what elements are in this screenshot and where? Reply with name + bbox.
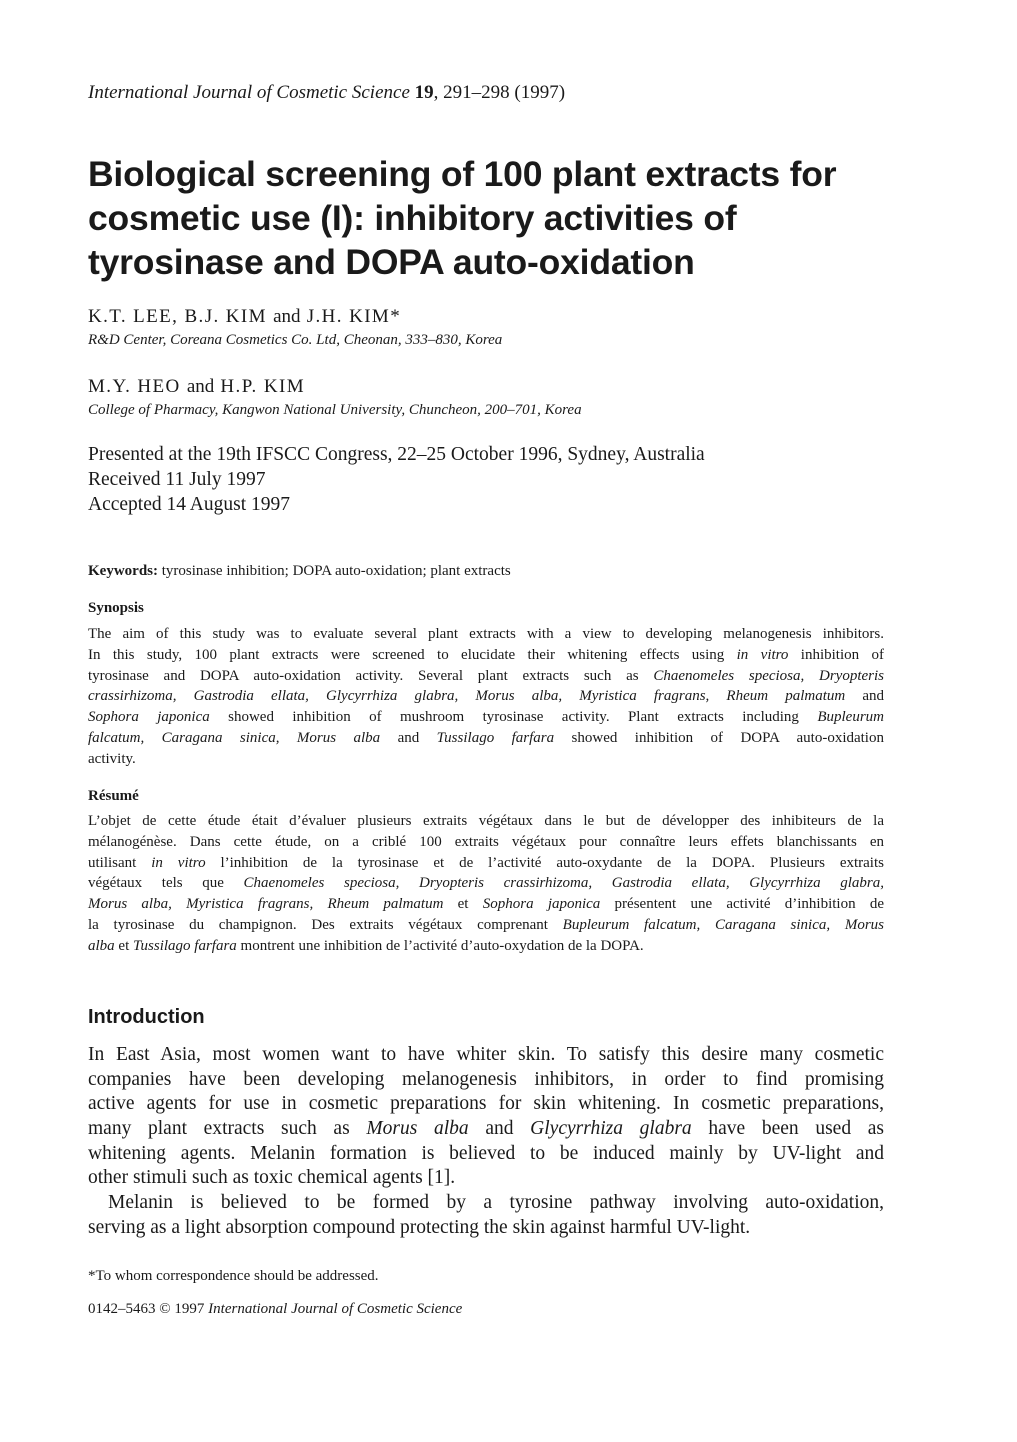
text-line [88, 686, 884, 707]
text-run: and [845, 688, 884, 705]
text-line [88, 1068, 884, 1093]
italic-text: Sophora japonica [482, 896, 601, 913]
correspondence-footnote: *To whom correspondence should be addressed. [88, 1268, 379, 1284]
text-run: L’objet de cette étude était d’évaluer plusieurs extraits végétaux dans le but de développer des inhibiteurs de la [88, 813, 884, 829]
synopsis-heading: Synopsis [88, 600, 144, 616]
text-line [88, 666, 884, 687]
accepted-date: Accepted 14 August 1997 [88, 494, 291, 515]
author-conjunction: and [273, 306, 301, 327]
text-line [88, 624, 884, 645]
italic-text: crassirhizoma, Gastrodia ellata, Glycyrrhiza glabra, Morus alba, Myristica fragrans, Rheum palmatum [88, 688, 846, 705]
synopsis-text [88, 624, 884, 770]
text-run: showed inhibition of mushroom tyrosinase activity. Plant extracts including [209, 709, 818, 726]
copyright-journal: International Journal of Cosmetic Science [208, 1301, 463, 1317]
italic-text: Chaenomeles speciosa, Dryopteris [653, 667, 884, 684]
text-line [88, 873, 884, 894]
text-run: tyrosinase and DOPA auto-oxidation activity. Several plant extracts such as [88, 667, 654, 684]
text-run: inhibition of [788, 646, 884, 663]
author-list-2 [88, 376, 305, 398]
italic-text: falcatum, Caragana sinica, Morus alba [88, 729, 381, 746]
resume-heading: Résumé [88, 788, 139, 804]
affiliation-1: R&D Center, Coreana Cosmetics Co. Ltd, Cheonan, 333–830, Korea [88, 332, 503, 348]
text-run: and [468, 1118, 531, 1140]
text-run: In this study, 100 plant extracts were screened to elucidate their whitening effects using [88, 646, 737, 663]
text-line [88, 832, 884, 853]
text-line [88, 1191, 884, 1216]
text-line [88, 749, 884, 770]
italic-text: in vitro [736, 646, 789, 663]
text-line [88, 894, 884, 915]
article-title [88, 152, 884, 284]
text-line [88, 915, 884, 936]
copyright-symbol: © [159, 1301, 171, 1317]
italic-text: alba [88, 937, 115, 954]
italic-text: Chaenomeles speciosa, Dryopteris crassirhizoma, Gastrodia ellata, Glycyrrhiza glabra, [243, 875, 884, 892]
text-line [88, 811, 884, 832]
introduction-heading: Introduction [88, 1006, 205, 1028]
text-run: companies have been developing melanogenesis inhibitors, in order to find promising [88, 1068, 884, 1090]
text-run: et [443, 896, 483, 913]
presented-date: Presented at the 19th IFSCC Congress, 22–25 October 1996, Sydney, Australia [88, 444, 705, 465]
text-run: végétaux tels que [88, 875, 244, 892]
text-run: activity. [88, 750, 136, 767]
italic-text: in vitro [151, 854, 206, 871]
received-date: Received 11 July 1997 [88, 469, 266, 490]
text-line [88, 853, 884, 874]
journal-name: International Journal of Cosmetic Science [88, 82, 410, 103]
introduction-text [88, 1043, 884, 1241]
affiliation-2: College of Pharmacy, Kangwon National University, Chuncheon, 200–701, Korea [88, 402, 582, 418]
text-run: la tyrosinase du champignon. Des extraits végétaux comprenant [88, 916, 563, 933]
text-run: l’inhibition de la tyrosinase et de l’activité auto-oxydante de la DOPA. Plusieurs extraits [205, 854, 884, 871]
journal-volume: 19 [414, 82, 434, 103]
text-run: and [380, 729, 437, 746]
text-line [88, 1216, 884, 1241]
italic-text: Sophora japonica [88, 709, 210, 726]
text-run: other stimuli such as toxic chemical agents [1]. [88, 1167, 456, 1189]
text-line [88, 728, 884, 749]
text-line [88, 707, 884, 728]
text-line [88, 1117, 884, 1142]
author-list-1 [88, 306, 401, 328]
text-line [88, 936, 884, 957]
resume-text [88, 811, 884, 957]
author-names: M.Y. HEO [88, 376, 181, 397]
title-line: cosmetic use (I): inhibitory activities of [88, 198, 737, 238]
text-line [88, 1043, 884, 1068]
text-line [88, 1166, 884, 1191]
text-line [88, 1142, 884, 1167]
text-run: mélanogénèse. Dans cette étude, on a criblé 100 extraits végétaux pour connaître leurs effets blanchissants en [88, 833, 884, 850]
italic-text: Tussilago farfara [436, 729, 555, 746]
text-run: serving as a light absorption compound protecting the skin against harmful UV-light. [88, 1216, 751, 1238]
text-run: montrent une inhibition de l’activité d’auto-oxydation de la DOPA. [236, 937, 644, 954]
italic-text: Bupleurum falcatum, Caragana sinica, Morus [562, 916, 884, 933]
copyright-line [88, 1301, 462, 1318]
text-run: The aim of this study was to evaluate several plant extracts with a view to developing melanogenesis inhibitors. [88, 626, 884, 642]
text-run: have been used as [691, 1118, 885, 1140]
text-run: In East Asia, most women want to have whiter skin. To satisfy this desire many cosmetic [88, 1044, 884, 1065]
keywords [88, 563, 511, 580]
italic-text: Glycyrrhiza glabra [530, 1118, 692, 1140]
author-names: K.T. LEE, B.J. KIM [88, 306, 267, 327]
text-run: et [114, 937, 133, 954]
keywords-label: Keywords: [88, 563, 158, 579]
text-run: showed inhibition of DOPA auto-oxidation [554, 729, 884, 746]
text-line [88, 1092, 884, 1117]
italic-text: Morus alba, Myristica fragrans, Rheum palmatum [88, 896, 444, 913]
title-line: tyrosinase and DOPA auto-oxidation [88, 242, 695, 282]
text-line [88, 645, 884, 666]
text-run: Melanin is believed to be formed by a tyrosine pathway involving auto-oxidation, [108, 1192, 884, 1214]
issn-code: 0142–5463 [88, 1301, 156, 1317]
author-names: J.H. KIM* [306, 306, 402, 327]
title-line: Biological screening of 100 plant extracts for [88, 154, 837, 194]
text-run: many plant extracts such as [88, 1118, 367, 1140]
keywords-text: tyrosinase inhibition; DOPA auto-oxidation; plant extracts [158, 563, 511, 579]
author-names: H.P. KIM [220, 376, 305, 397]
italic-text: Morus alba [366, 1118, 469, 1140]
italic-text: Bupleurum [817, 709, 884, 726]
text-run: active agents for use in cosmetic preparations for skin whitening. In cosmetic preparations, [88, 1093, 884, 1115]
journal-citation [88, 82, 565, 104]
journal-pages-year: , 291–298 (1997) [433, 82, 566, 103]
italic-text: Tussilago farfara [133, 937, 237, 954]
article-dates [88, 442, 705, 517]
copyright-year: 1997 [174, 1301, 205, 1317]
author-conjunction: and [186, 376, 215, 397]
text-run: utilisant [88, 854, 152, 871]
text-run: whitening agents. Melanin formation is believed to be induced mainly by UV-light and [88, 1142, 884, 1164]
text-run: présentent une activité d’inhibition de [600, 896, 884, 913]
